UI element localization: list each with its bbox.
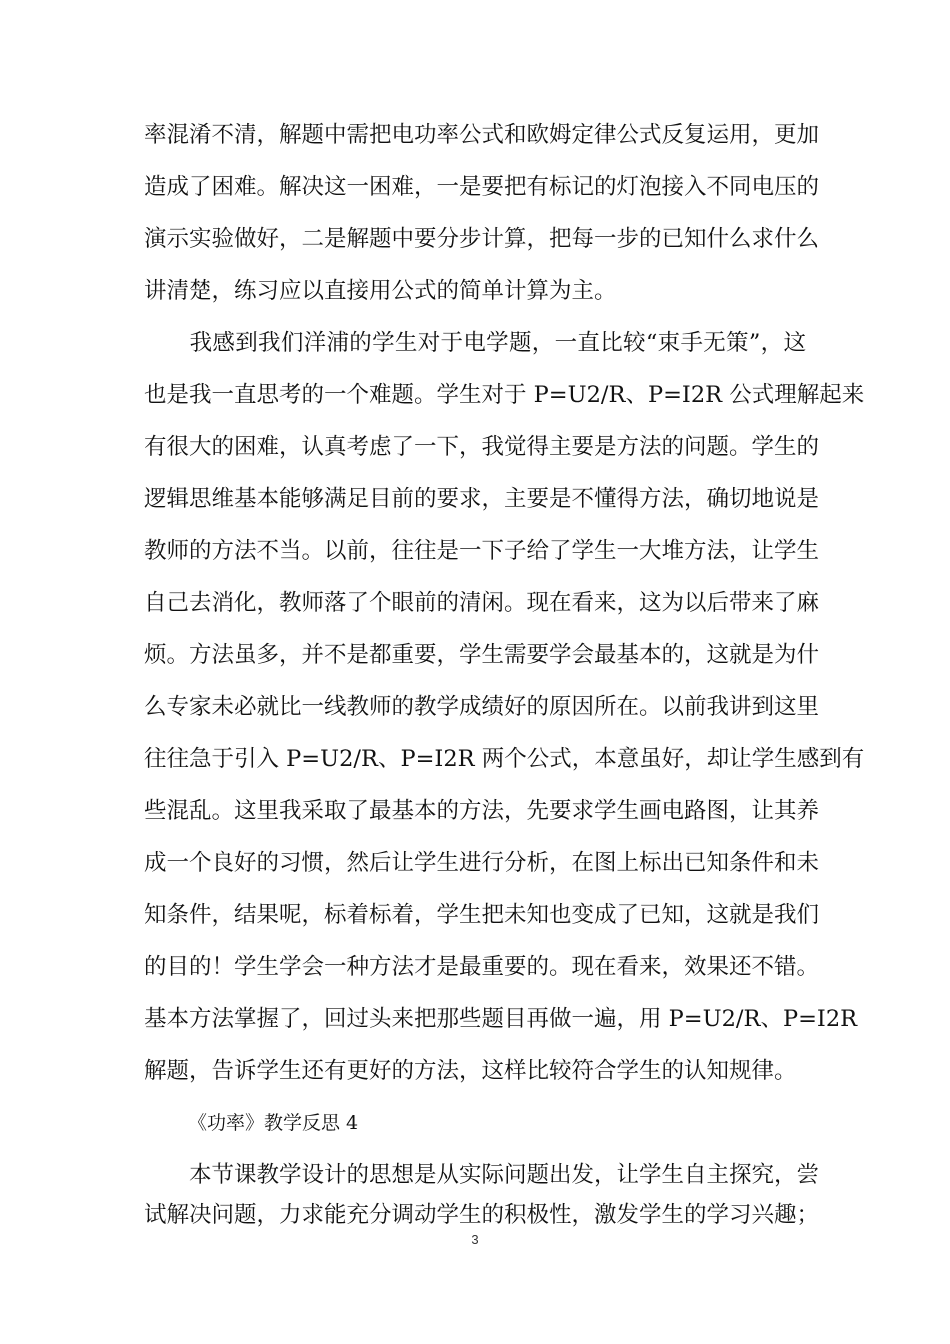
text-line: 逻辑思维基本能够满足目前的要求，主要是不懂得方法，确切地说是	[144, 486, 820, 512]
text-line: 自己去消化，教师落了个眼前的清闲。现在看来，这为以后带来了麻	[144, 590, 820, 616]
text-line: 也是我一直思考的一个难题。学生对于 P=U2/R、P=I2R 公式理解起来	[144, 382, 865, 408]
text-line: 些混乱。这里我采取了最基本的方法，先要求学生画电路图，让其养	[144, 798, 820, 824]
text-line: 有很大的困难，认真考虑了一下，我觉得主要是方法的问题。学生的	[144, 434, 820, 460]
text-line: 我感到我们洋浦的学生对于电学题，一直比较“束手无策”，这	[144, 330, 806, 356]
text-line: 造成了困难。解决这一困难，一是要把有标记的灯泡接入不同电压的	[144, 174, 820, 200]
section-heading: 《功率》教学反思 4	[188, 1112, 359, 1134]
text-line: 成一个良好的习惯，然后让学生进行分析，在图上标出已知条件和未	[144, 850, 820, 876]
text-line: 烦。方法虽多，并不是都重要，学生需要学会最基本的，这就是为什	[144, 642, 820, 668]
text-line: 试解决问题，力求能充分调动学生的积极性，激发学生的学习兴趣；	[144, 1202, 820, 1228]
text-line: 往往急于引入 P=U2/R、P=I2R 两个公式，本意虽好，却让学生感到有	[144, 746, 865, 772]
text-line: 知条件，结果呢，标着标着，学生把未知也变成了已知，这就是我们	[144, 902, 820, 928]
text-line: 率混淆不清，解题中需把电功率公式和欧姆定律公式反复运用，更加	[144, 122, 820, 148]
text-line: 讲清楚，练习应以直接用公式的简单计算为主。	[144, 278, 617, 304]
text-line: 教师的方法不当。以前，往往是一下子给了学生一大堆方法，让学生	[144, 538, 820, 564]
text-line: 解题，告诉学生还有更好的方法，这样比较符合学生的认知规律。	[144, 1058, 797, 1084]
text-line: 演示实验做好，二是解题中要分步计算，把每一步的已知什么求什么	[144, 226, 820, 252]
text-line: 么专家未必就比一线教师的教学成绩好的原因所在。以前我讲到这里	[144, 694, 820, 720]
text-line: 基本方法掌握了，回过头来把那些题目再做一遍，用 P=U2/R、P=I2R	[144, 1006, 858, 1032]
page-number: 3	[471, 1232, 479, 1247]
text-line: 本节课教学设计的思想是从实际问题出发，让学生自主探究，尝	[144, 1162, 820, 1188]
text-line: 的目的！学生学会一种方法才是最重要的。现在看来，效果还不错。	[144, 954, 820, 980]
